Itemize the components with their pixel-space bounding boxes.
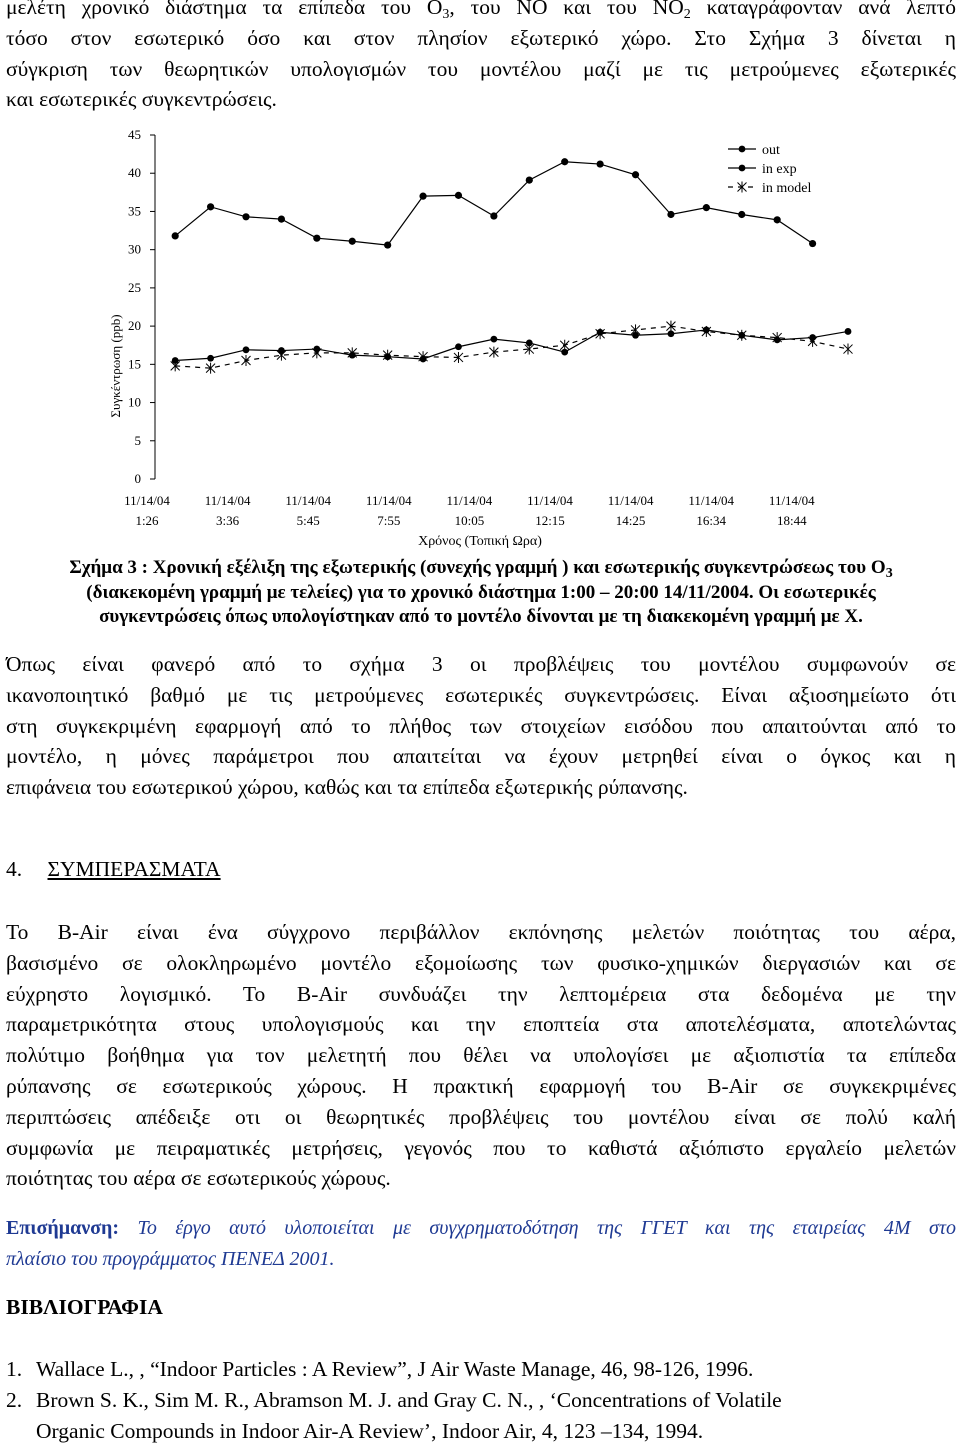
body-line: Όπως είναι φανερό από το σχήμα 3 οι προβλέψεις του μοντέλου συμφωνούν σε	[6, 652, 956, 676]
x-tick-label-time: 1:26	[135, 513, 159, 528]
data-point-in-exp	[243, 346, 250, 353]
intro-line-1: μελέτη χρονικό διάστημα τα επίπεδα του $O_3$, του NO και του $NO_2$ καταγράφονταν ανά λεπτό	[6, 0, 956, 22]
y-tick-label: 45	[128, 127, 141, 142]
x-tick-label-time: 3:36	[216, 513, 240, 528]
x-tick-label-date: 11/14/04	[607, 493, 654, 508]
data-point-out	[490, 212, 497, 219]
data-point-out	[703, 204, 710, 211]
caption-line-2: (διακεκομένη γραμμή με τελείες) για το χρονικό διάστημα 1:00 – 20:00 14/11/2004. Οι εσωτερικές	[86, 581, 876, 603]
intro-line-3: σύγκριση των θεωρητικών υπολογισμών του μοντέλου μαζί με τις μετρούμενες εξωτερικές	[6, 56, 956, 81]
reference-list	[6, 1354, 956, 1446]
series	[171, 158, 853, 374]
section-number: 4.	[6, 857, 23, 881]
reference-text-cont: Organic Compounds in Indoor Air-A Review’, Indoor Air, 4, 123 –134, 1994.	[36, 1418, 704, 1443]
legend-label: out	[762, 143, 780, 158]
bibliography-title: ΒΙΒΛΙΟΓΡΑΦΙΑ	[6, 1295, 163, 1319]
reference-item	[6, 1385, 956, 1446]
caption-line-3: συγκεντρώσεις όπως υπολογίστηκαν από το μοντέλο δίνονται με τη διακεκομένη γραμμή με Χ.	[99, 606, 863, 627]
y-axis	[128, 127, 155, 486]
reference-text: Brown S. K., Sim M. R., Abramson M. J. and Gray C. N., , ‘Concentrations of Volatile	[36, 1387, 782, 1412]
x-axis	[124, 493, 815, 528]
x-tick-label-date: 11/14/04	[527, 493, 573, 508]
reference-number: 2.	[6, 1387, 23, 1412]
data-point-out	[809, 240, 816, 247]
data-point-out	[313, 235, 320, 242]
data-point-out	[242, 213, 249, 220]
data-point-in-exp	[845, 328, 852, 335]
conclusion-paragraph	[6, 917, 956, 1194]
data-point-in-exp	[207, 355, 214, 362]
data-point-out	[632, 171, 639, 178]
section-heading	[6, 857, 221, 882]
x-tick-label-time: 7:55	[377, 513, 401, 528]
series-line-out	[175, 162, 812, 245]
reference-text: Wallace L., , “Indoor Particles : A Review”, J Air Waste Manage, 46, 98-126, 1996.	[36, 1357, 754, 1381]
data-point-out	[597, 160, 604, 167]
y-tick-label: 15	[128, 356, 141, 372]
conclusion-line: εύχρηστο λογισμικό. Το B-Air συνδυάζει την λεπτομέρεια στα δεδομένα με την	[6, 981, 956, 1006]
y-tick-label: 35	[128, 203, 141, 219]
x-axis-label: Χρόνος (Τοπική Ωρα)	[418, 534, 542, 549]
conclusion-line: Το B-Air είναι ένα σύγχρονο περιβάλλον εκπόνησης μελετών ποιότητας του αέρα,	[6, 920, 956, 944]
note-line-1	[6, 1213, 956, 1244]
note-label: Επισήμανση:	[6, 1217, 120, 1239]
note-text-2: πλαίσιο του προγράμματος ΠΕΝΕΔ 2001.	[6, 1248, 335, 1270]
data-point-out	[172, 232, 179, 239]
conclusion-line: παραμετρικότητα στους υπολογισμούς και την εποπτεία στα αποτελέσματα, αποτελώντας	[6, 1012, 956, 1037]
intro-line-4: και εσωτερικές συγκεντρώσεις.	[6, 87, 277, 112]
y-axis-label: Συγκέντρωση (ppb)	[108, 314, 123, 418]
funding-note	[6, 1213, 956, 1275]
x-tick-label-time: 18:44	[776, 513, 807, 528]
conclusion-line: περιπτώσεις απέδειξε οτι οι θεωρητικές προβλέψεις του μοντέλου είναι σε πολύ καλή	[6, 1104, 956, 1129]
conclusion-line: πολύτιμο βοήθημα για τον μελετητή που θέλει να υπολογίσει με αξιοπιστία τα επίπεδα	[6, 1043, 956, 1068]
series-in-model	[171, 321, 853, 374]
y-tick-label: 5	[134, 432, 141, 448]
data-point-out	[349, 238, 356, 245]
legend-label: in exp	[762, 162, 797, 177]
legend	[728, 143, 811, 196]
x-tick-label-date: 11/14/04	[768, 493, 815, 508]
body-line: μοντέλο, η μόνες παράμετροι που απαιτείται να έχουν μετρηθεί είναι ο όγκος και η	[6, 744, 956, 769]
y-tick-label: 10	[128, 394, 141, 410]
data-point-out	[278, 215, 285, 222]
data-point-in-exp	[455, 343, 462, 350]
intro-paragraph	[6, 0, 956, 115]
x-tick-label-date: 11/14/04	[446, 493, 493, 508]
x-tick-label-date: 11/14/04	[365, 493, 412, 508]
x-tick-label-time: 14:25	[615, 513, 646, 528]
body-line: ικανοποιητικό βαθμό με τις μετρούμενες εσωτερικές συγκεντρώσεις. Είναι αξιοσημείωτο ότι	[6, 682, 956, 707]
series-in-exp	[172, 327, 852, 364]
figure-caption	[6, 556, 956, 630]
data-point-out	[738, 211, 745, 218]
x-tick-label-time: 12:15	[535, 513, 565, 528]
section-title: ΣΥΜΠΕΡΑΣΜΑΤΑ	[47, 857, 221, 881]
x-tick-label-date: 11/14/04	[688, 493, 735, 508]
concentration-chart	[0, 120, 960, 550]
legend-marker	[739, 146, 746, 153]
note-text-1: Το έργο αυτό υλοποιείται με συγχρηματοδότηση της ΓΓΕΤ και της εταιρείας 4Μ στο	[119, 1217, 956, 1239]
data-point-out	[667, 211, 674, 218]
conclusion-line: ρύπανσης σε εσωτερικούς χώρους. Η πρακτική εφαρμογή του B-Air σε συγκεκριμένες	[6, 1073, 956, 1098]
body-line: επιφάνεια του εσωτερικού χώρου, καθώς και τα επίπεδα εξωτερικής ρύπανσης.	[6, 775, 688, 800]
series-line-in-model	[175, 326, 848, 368]
data-point-out	[455, 192, 462, 199]
discussion-paragraph	[6, 649, 956, 803]
data-point-in-exp	[490, 336, 497, 343]
data-point-out	[774, 216, 781, 223]
y-tick-label: 20	[128, 318, 141, 334]
legend-marker	[739, 165, 746, 172]
conclusion-line: ποιότητας του αέρα σε εσωτερικούς χώρους.	[6, 1166, 391, 1191]
body-line: στη συγκεκριμένη εφαρμογή από το πλήθος των στοιχείων εισόδου που απαιτούνται από το	[6, 713, 956, 738]
conclusion-line: βασισμένο σε ολοκληρωμένο μοντέλο εξομοίωσης των φυσικο-χημικών διεργασιών και σε	[6, 950, 956, 975]
x-tick-label-time: 10:05	[454, 513, 485, 528]
data-point-out	[526, 177, 533, 184]
data-point-out	[207, 203, 214, 210]
data-point-out	[419, 193, 426, 200]
reference-number: 1.	[6, 1357, 23, 1381]
y-tick-label: 0	[134, 471, 141, 486]
conclusion-line: συμφωνία με πειραματικές μετρήσεις, γεγονός που το καθιστά αξιόπιστο εργαλείο μελετών	[6, 1135, 956, 1160]
x-tick-label-date: 11/14/04	[285, 493, 332, 508]
x-tick-label-time: 5:45	[296, 513, 320, 528]
reference-item	[6, 1354, 956, 1385]
x-tick-label-time: 16:34	[696, 513, 727, 528]
x-tick-label-date: 11/14/04	[204, 493, 251, 508]
legend-label: in model	[762, 181, 812, 196]
y-tick-label: 30	[128, 241, 141, 257]
data-point-out	[384, 241, 391, 248]
caption-line-1: Σχήμα 3 : Χρονική εξέλιξη της εξωτερικής (συνεχής γραμμή ) και εσωτερικής συγκεντρώσεως του $O_3$	[69, 557, 893, 581]
data-point-out	[561, 158, 568, 165]
intro-line-2: τόσο στον εσωτερικό όσο και στον πλησίον εξωτερικό χώρο. Στο Σχήμα 3 δίνεται η	[6, 25, 956, 50]
series-out	[172, 158, 817, 249]
y-tick-label: 40	[128, 165, 141, 181]
y-tick-label: 25	[128, 279, 141, 295]
x-tick-label-date: 11/14/04	[124, 493, 170, 508]
